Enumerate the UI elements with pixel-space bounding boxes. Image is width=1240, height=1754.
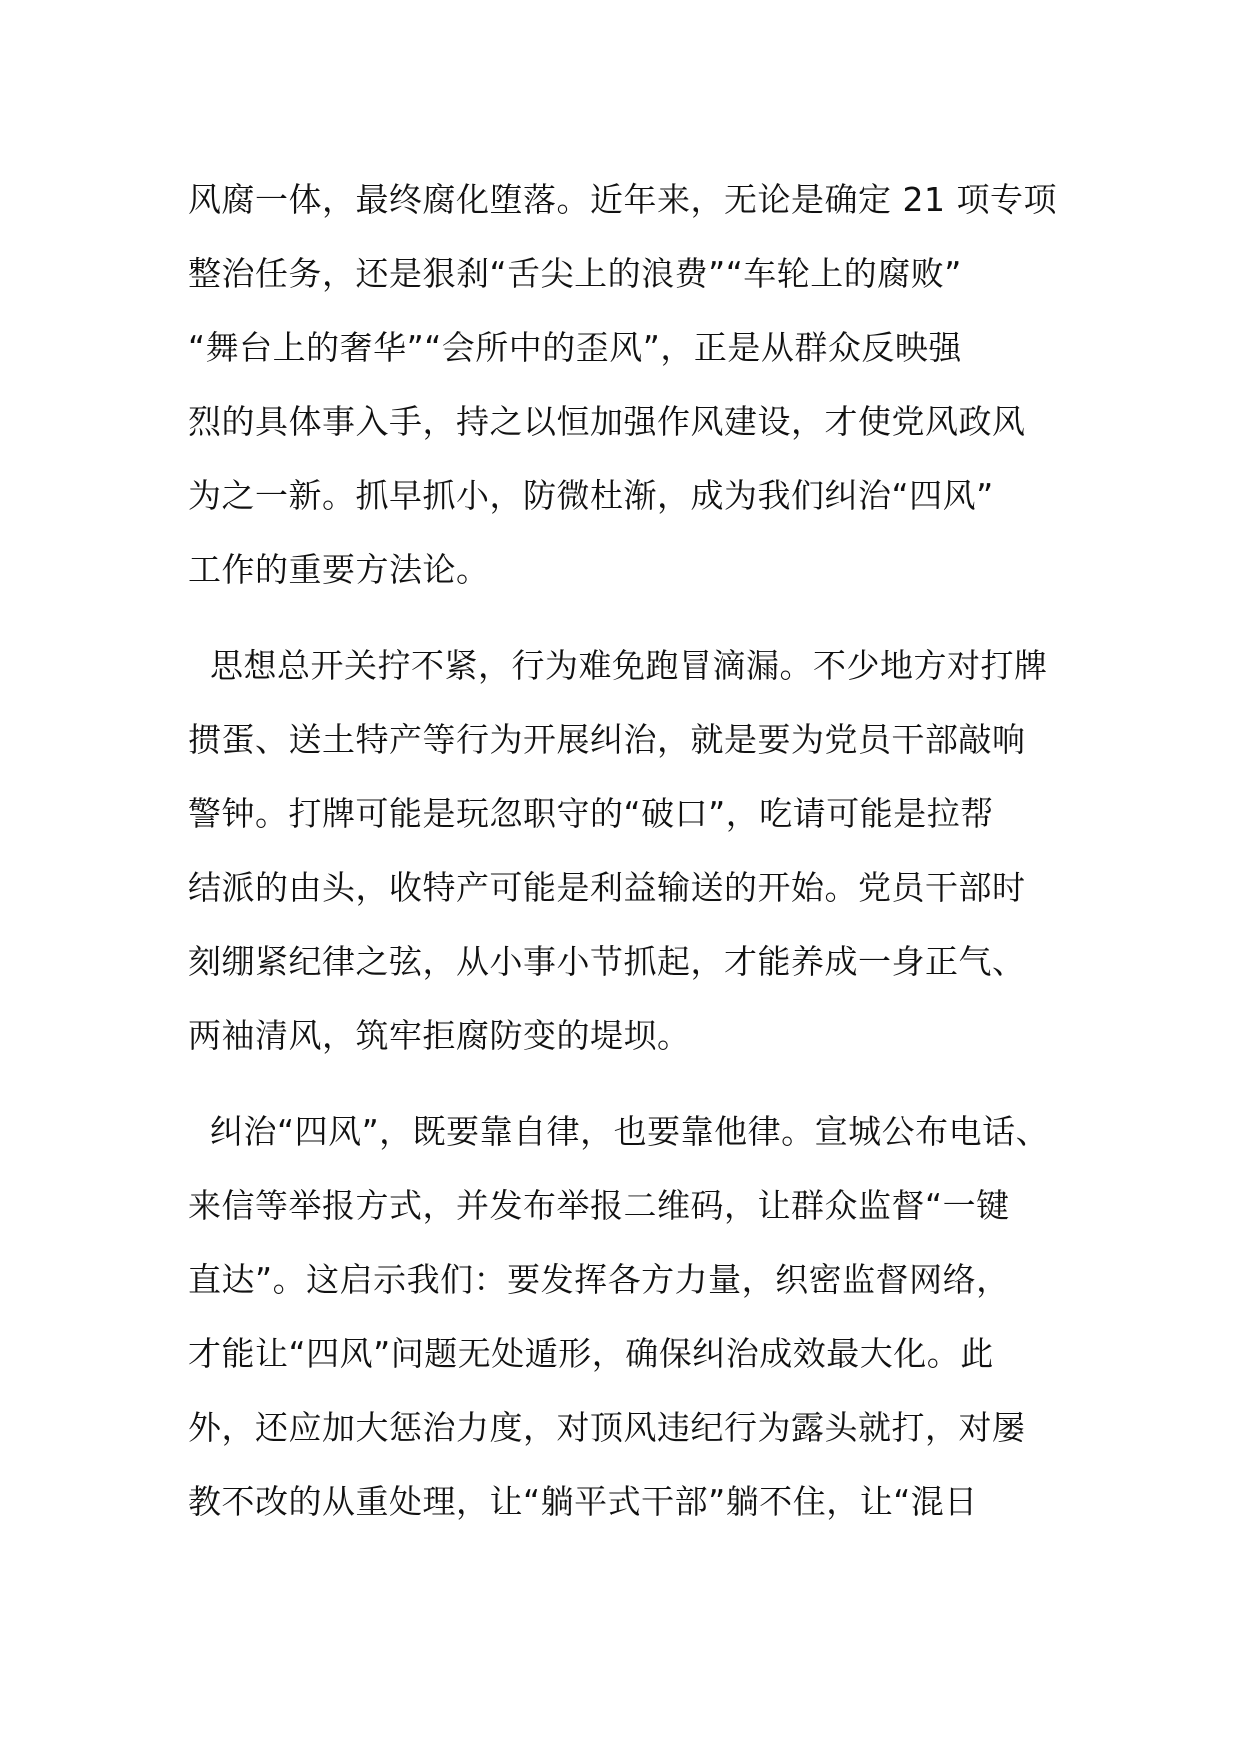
paragraph-1 (188, 163, 1068, 607)
text-line: 教不改的从重处理，让“躺平式干部”躺不住，让“混日 (188, 1482, 978, 1521)
text-line: 纠治“四风”，既要靠自律，也要靠他律。宣城公布电话、 (188, 1112, 1050, 1151)
text-line: 刻绷紧纪律之弦，从小事小节抓起，才能养成一身正气、 (188, 942, 1026, 981)
text-line: 烈的具体事入手，持之以恒加强作风建设，才使党风政风 (188, 402, 1026, 441)
paragraph-2 (188, 629, 1068, 1073)
text-line: 工作的重要方法论。 (188, 550, 490, 589)
text-line: 直达”。这启示我们：要发挥各方力量，织密监督网络， (188, 1260, 1010, 1299)
text-line: 来信等举报方式，并发布举报二维码，让群众监督“一键 (188, 1186, 1010, 1225)
document-body (188, 163, 1068, 1539)
text-line: 才能让“四风”问题无处遁形，确保纠治成效最大化。此 (188, 1334, 994, 1373)
text-line: 思想总开关拧不紧，行为难免跑冒滴漏。不少地方对打牌 (188, 646, 1048, 685)
text-line: 警钟。打牌可能是玩忽职守的“破口”，吃请可能是拉帮 (188, 794, 994, 833)
text-line: 结派的由头，收特产可能是利益输送的开始。党员干部时 (188, 868, 1026, 907)
text-line: “舞台上的奢华”“会所中的歪风”，正是从群众反映强 (188, 328, 962, 367)
paragraph-3 (188, 1095, 1068, 1539)
text-line: 两袖清风，筑牢拒腐防变的堤坝。 (188, 1016, 691, 1055)
text-line: 掼蛋、送土特产等行为开展纠治，就是要为党员干部敲响 (188, 720, 1026, 759)
text-line: 外，还应加大惩治力度，对顶风违纪行为露头就打，对屡 (188, 1408, 1026, 1447)
paragraph-gap (188, 607, 1068, 629)
text-line: 风腐一体，最终腐化堕落。近年来，无论是确定 21 项专项 (188, 180, 1057, 219)
text-line: 整治任务，还是狠刹“舌尖上的浪费”“车轮上的腐败” (188, 254, 962, 293)
paragraph-gap (188, 1073, 1068, 1095)
text-line: 为之一新。抓早抓小，防微杜渐，成为我们纠治“四风” (188, 476, 994, 515)
